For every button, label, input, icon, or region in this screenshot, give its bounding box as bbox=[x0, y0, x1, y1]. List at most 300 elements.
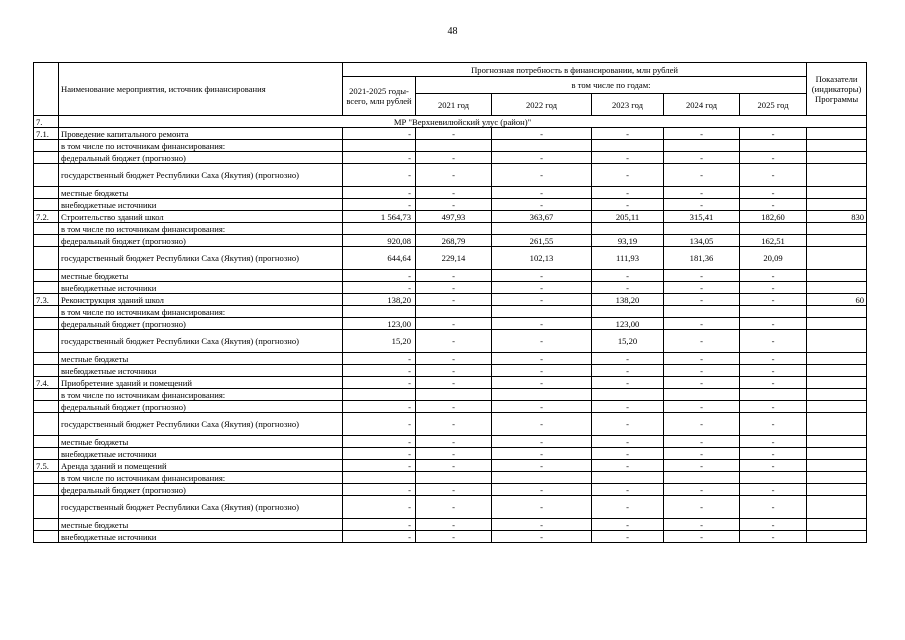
row-name: в том числе по источникам финансирования: bbox=[59, 223, 343, 235]
row-total: - bbox=[343, 377, 416, 389]
row-year-value: - bbox=[592, 282, 664, 294]
table-row bbox=[34, 531, 867, 543]
row-indicator bbox=[807, 223, 867, 235]
row-year-value: - bbox=[416, 164, 492, 187]
row-number bbox=[34, 152, 59, 164]
row-year-value: - bbox=[492, 282, 592, 294]
header-forecast: Прогнозная потребность в финансировании, млн рублей bbox=[343, 63, 807, 77]
row-year-value: - bbox=[664, 282, 740, 294]
row-indicator bbox=[807, 496, 867, 519]
row-year-value: - bbox=[492, 294, 592, 306]
row-year-value: - bbox=[664, 353, 740, 365]
row-year-value: - bbox=[592, 377, 664, 389]
row-year-value: - bbox=[740, 282, 807, 294]
row-number bbox=[34, 531, 59, 543]
row-name: местные бюджеты bbox=[59, 519, 343, 531]
row-year-value: - bbox=[592, 448, 664, 460]
row-number bbox=[34, 484, 59, 496]
row-name: государственный бюджет Республики Саха (Якутия) (прогнозно) bbox=[59, 164, 343, 187]
row-number bbox=[34, 140, 59, 152]
row-name: внебюджетные источники bbox=[59, 199, 343, 211]
row-year-value: - bbox=[664, 519, 740, 531]
row-year-value: - bbox=[592, 401, 664, 413]
row-number: 7.2. bbox=[34, 211, 59, 223]
row-year-value: - bbox=[740, 128, 807, 140]
row-indicator bbox=[807, 436, 867, 448]
table-row bbox=[34, 365, 867, 377]
row-year-value: - bbox=[592, 187, 664, 199]
header-year: 2025 год bbox=[740, 94, 807, 116]
table-row bbox=[34, 519, 867, 531]
section-row bbox=[34, 116, 867, 128]
row-total bbox=[343, 223, 416, 235]
row-year-value: - bbox=[740, 531, 807, 543]
row-year-value: - bbox=[664, 270, 740, 282]
row-number bbox=[34, 235, 59, 247]
row-indicator bbox=[807, 401, 867, 413]
row-year-value: - bbox=[592, 152, 664, 164]
row-year-value: - bbox=[740, 448, 807, 460]
row-year-value: - bbox=[492, 353, 592, 365]
row-year-value: 93,19 bbox=[592, 235, 664, 247]
row-year-value bbox=[592, 140, 664, 152]
row-indicator bbox=[807, 531, 867, 543]
row-year-value: - bbox=[492, 199, 592, 211]
header-total: 2021-2025 годы- всего, млн рублей bbox=[343, 77, 416, 116]
row-total: 138,20 bbox=[343, 294, 416, 306]
row-year-value: - bbox=[592, 484, 664, 496]
row-year-value: - bbox=[740, 401, 807, 413]
row-year-value: - bbox=[416, 294, 492, 306]
row-name: местные бюджеты bbox=[59, 270, 343, 282]
row-name: местные бюджеты bbox=[59, 187, 343, 199]
row-indicator bbox=[807, 247, 867, 270]
row-total: - bbox=[343, 460, 416, 472]
row-total: - bbox=[343, 484, 416, 496]
header-indicators: Показатели (индикаторы) Программы bbox=[807, 63, 867, 116]
table-row bbox=[34, 413, 867, 436]
row-total: - bbox=[343, 164, 416, 187]
row-year-value: - bbox=[664, 436, 740, 448]
row-indicator bbox=[807, 330, 867, 353]
row-year-value: - bbox=[492, 519, 592, 531]
row-year-value: 134,05 bbox=[664, 235, 740, 247]
row-year-value bbox=[664, 223, 740, 235]
row-year-value: 268,79 bbox=[416, 235, 492, 247]
row-year-value bbox=[664, 140, 740, 152]
row-year-value: - bbox=[664, 460, 740, 472]
row-year-value: - bbox=[740, 519, 807, 531]
row-number: 7.1. bbox=[34, 128, 59, 140]
row-year-value: - bbox=[740, 353, 807, 365]
table-row bbox=[34, 353, 867, 365]
row-year-value: - bbox=[416, 496, 492, 519]
row-year-value: - bbox=[664, 199, 740, 211]
row-year-value bbox=[492, 140, 592, 152]
row-indicator bbox=[807, 519, 867, 531]
table-row bbox=[34, 318, 867, 330]
row-year-value bbox=[664, 306, 740, 318]
row-year-value: - bbox=[664, 448, 740, 460]
table-row bbox=[34, 164, 867, 187]
section-title: МР "Верхневилюйский улус (район)" bbox=[59, 116, 867, 128]
row-total: - bbox=[343, 365, 416, 377]
row-year-value: 162,51 bbox=[740, 235, 807, 247]
row-number bbox=[34, 519, 59, 531]
row-year-value: - bbox=[416, 519, 492, 531]
table-row bbox=[34, 389, 867, 401]
row-year-value: - bbox=[592, 436, 664, 448]
row-year-value: - bbox=[740, 294, 807, 306]
table-row bbox=[34, 235, 867, 247]
row-name: внебюджетные источники bbox=[59, 282, 343, 294]
row-year-value: - bbox=[416, 377, 492, 389]
row-year-value: - bbox=[592, 353, 664, 365]
row-year-value: 497,93 bbox=[416, 211, 492, 223]
row-year-value: - bbox=[492, 401, 592, 413]
row-number bbox=[34, 436, 59, 448]
row-year-value: - bbox=[664, 187, 740, 199]
row-year-value: - bbox=[664, 401, 740, 413]
row-indicator bbox=[807, 128, 867, 140]
row-number bbox=[34, 164, 59, 187]
row-indicator bbox=[807, 448, 867, 460]
header-year: 2022 год bbox=[492, 94, 592, 116]
row-number bbox=[34, 247, 59, 270]
row-year-value: - bbox=[740, 164, 807, 187]
table-row bbox=[34, 448, 867, 460]
row-year-value: - bbox=[664, 318, 740, 330]
row-year-value: - bbox=[416, 531, 492, 543]
table-row bbox=[34, 128, 867, 140]
row-indicator bbox=[807, 472, 867, 484]
row-number bbox=[34, 389, 59, 401]
row-year-value bbox=[592, 223, 664, 235]
row-year-value: - bbox=[664, 365, 740, 377]
row-year-value: - bbox=[416, 413, 492, 436]
row-name: местные бюджеты bbox=[59, 436, 343, 448]
row-year-value: - bbox=[592, 413, 664, 436]
row-number bbox=[34, 365, 59, 377]
row-number bbox=[34, 199, 59, 211]
row-year-value: - bbox=[416, 270, 492, 282]
row-year-value bbox=[740, 389, 807, 401]
row-year-value: - bbox=[664, 164, 740, 187]
row-total: - bbox=[343, 270, 416, 282]
table-row bbox=[34, 270, 867, 282]
row-year-value: - bbox=[664, 128, 740, 140]
row-year-value bbox=[664, 472, 740, 484]
row-year-value: - bbox=[664, 496, 740, 519]
table-row bbox=[34, 496, 867, 519]
row-indicator bbox=[807, 199, 867, 211]
row-year-value bbox=[416, 306, 492, 318]
row-year-value bbox=[416, 389, 492, 401]
row-year-value: - bbox=[592, 164, 664, 187]
table-body bbox=[34, 116, 867, 543]
row-year-value bbox=[492, 389, 592, 401]
row-total: - bbox=[343, 128, 416, 140]
table-row bbox=[34, 401, 867, 413]
row-year-value: - bbox=[416, 282, 492, 294]
row-year-value: 102,13 bbox=[492, 247, 592, 270]
row-year-value: - bbox=[492, 164, 592, 187]
row-total: 644,64 bbox=[343, 247, 416, 270]
row-year-value bbox=[740, 140, 807, 152]
row-number bbox=[34, 223, 59, 235]
table-row bbox=[34, 211, 867, 223]
row-year-value: - bbox=[492, 531, 592, 543]
row-indicator: 60 bbox=[807, 294, 867, 306]
row-year-value: 15,20 bbox=[592, 330, 664, 353]
row-number bbox=[34, 472, 59, 484]
row-indicator: 830 bbox=[807, 211, 867, 223]
row-number bbox=[34, 306, 59, 318]
row-name: Аренда зданий и помещений bbox=[59, 460, 343, 472]
row-name: Реконструкция зданий школ bbox=[59, 294, 343, 306]
row-year-value: - bbox=[492, 330, 592, 353]
row-year-value: 182,60 bbox=[740, 211, 807, 223]
table-row bbox=[34, 330, 867, 353]
row-name: федеральный бюджет (прогнозно) bbox=[59, 318, 343, 330]
row-name: в том числе по источникам финансирования: bbox=[59, 306, 343, 318]
row-year-value: - bbox=[416, 318, 492, 330]
row-number bbox=[34, 330, 59, 353]
row-name: государственный бюджет Республики Саха (Якутия) (прогнозно) bbox=[59, 496, 343, 519]
row-indicator bbox=[807, 389, 867, 401]
row-year-value: - bbox=[740, 496, 807, 519]
row-year-value: - bbox=[416, 353, 492, 365]
row-name: государственный бюджет Республики Саха (Якутия) (прогнозно) bbox=[59, 413, 343, 436]
row-indicator bbox=[807, 377, 867, 389]
row-name: федеральный бюджет (прогнозно) bbox=[59, 484, 343, 496]
row-name: в том числе по источникам финансирования: bbox=[59, 389, 343, 401]
row-year-value: - bbox=[492, 448, 592, 460]
row-year-value: - bbox=[492, 152, 592, 164]
row-name: внебюджетные источники bbox=[59, 448, 343, 460]
row-year-value: - bbox=[740, 460, 807, 472]
row-year-value: - bbox=[592, 199, 664, 211]
row-year-value: - bbox=[492, 484, 592, 496]
row-total: - bbox=[343, 413, 416, 436]
row-total: - bbox=[343, 187, 416, 199]
row-total: - bbox=[343, 199, 416, 211]
row-year-value: - bbox=[492, 413, 592, 436]
row-total: - bbox=[343, 353, 416, 365]
row-year-value: - bbox=[492, 128, 592, 140]
row-name: в том числе по источникам финансирования: bbox=[59, 140, 343, 152]
table-row bbox=[34, 187, 867, 199]
row-year-value: - bbox=[664, 330, 740, 353]
row-indicator bbox=[807, 353, 867, 365]
table-row bbox=[34, 152, 867, 164]
row-year-value: - bbox=[592, 496, 664, 519]
row-year-value: - bbox=[664, 484, 740, 496]
row-year-value: - bbox=[416, 365, 492, 377]
row-year-value bbox=[492, 223, 592, 235]
row-year-value bbox=[592, 306, 664, 318]
table-row bbox=[34, 484, 867, 496]
row-number bbox=[34, 353, 59, 365]
row-year-value: - bbox=[416, 187, 492, 199]
header-year: 2023 год bbox=[592, 94, 664, 116]
row-name: Проведение капитального ремонта bbox=[59, 128, 343, 140]
row-year-value: - bbox=[592, 460, 664, 472]
table-row bbox=[34, 199, 867, 211]
row-year-value bbox=[740, 306, 807, 318]
row-total: - bbox=[343, 401, 416, 413]
page-number: 48 bbox=[447, 26, 458, 37]
row-year-value: - bbox=[492, 496, 592, 519]
row-total: - bbox=[343, 436, 416, 448]
row-indicator bbox=[807, 270, 867, 282]
row-year-value: - bbox=[492, 436, 592, 448]
row-name: в том числе по источникам финансирования: bbox=[59, 472, 343, 484]
table-row bbox=[34, 377, 867, 389]
row-year-value: - bbox=[740, 436, 807, 448]
row-indicator bbox=[807, 140, 867, 152]
header-name-column: Наименование мероприятия, источник финансирования bbox=[59, 63, 343, 116]
row-year-value: - bbox=[592, 531, 664, 543]
row-year-value: - bbox=[416, 128, 492, 140]
row-year-value: - bbox=[492, 460, 592, 472]
row-year-value: 229,14 bbox=[416, 247, 492, 270]
row-indicator bbox=[807, 460, 867, 472]
row-name: федеральный бюджет (прогнозно) bbox=[59, 235, 343, 247]
row-year-value: - bbox=[664, 531, 740, 543]
row-year-value: - bbox=[492, 270, 592, 282]
row-year-value bbox=[592, 472, 664, 484]
row-number bbox=[34, 318, 59, 330]
row-number: 7.3. bbox=[34, 294, 59, 306]
row-year-value: 111,93 bbox=[592, 247, 664, 270]
row-year-value: 205,11 bbox=[592, 211, 664, 223]
row-year-value bbox=[492, 472, 592, 484]
row-indicator bbox=[807, 484, 867, 496]
row-year-value: - bbox=[416, 460, 492, 472]
row-indicator bbox=[807, 152, 867, 164]
row-number bbox=[34, 270, 59, 282]
row-indicator bbox=[807, 187, 867, 199]
row-year-value: 181,36 bbox=[664, 247, 740, 270]
row-year-value: - bbox=[740, 318, 807, 330]
row-total: 123,00 bbox=[343, 318, 416, 330]
row-name: государственный бюджет Республики Саха (Якутия) (прогнозно) bbox=[59, 330, 343, 353]
row-year-value: - bbox=[740, 377, 807, 389]
row-name: внебюджетные источники bbox=[59, 365, 343, 377]
row-name: Приобретение зданий и помещений bbox=[59, 377, 343, 389]
row-year-value: - bbox=[664, 294, 740, 306]
section-number: 7. bbox=[34, 116, 59, 128]
table-row bbox=[34, 472, 867, 484]
row-total: - bbox=[343, 282, 416, 294]
row-year-value: 138,20 bbox=[592, 294, 664, 306]
row-number: 7.4. bbox=[34, 377, 59, 389]
row-year-value: - bbox=[664, 377, 740, 389]
row-name: федеральный бюджет (прогнозно) bbox=[59, 401, 343, 413]
table-row bbox=[34, 140, 867, 152]
row-year-value: - bbox=[664, 413, 740, 436]
row-indicator bbox=[807, 282, 867, 294]
row-name: Строительство зданий школ bbox=[59, 211, 343, 223]
row-total: - bbox=[343, 531, 416, 543]
row-name: государственный бюджет Республики Саха (Якутия) (прогнозно) bbox=[59, 247, 343, 270]
financing-table bbox=[33, 62, 867, 543]
row-year-value: - bbox=[416, 330, 492, 353]
row-year-value: 363,67 bbox=[492, 211, 592, 223]
row-total: 920,08 bbox=[343, 235, 416, 247]
row-year-value: 261,55 bbox=[492, 235, 592, 247]
table-row bbox=[34, 436, 867, 448]
row-number bbox=[34, 401, 59, 413]
row-indicator bbox=[807, 306, 867, 318]
row-year-value bbox=[592, 389, 664, 401]
row-total: - bbox=[343, 496, 416, 519]
table-header bbox=[34, 63, 867, 116]
row-year-value: - bbox=[740, 199, 807, 211]
row-year-value: - bbox=[492, 377, 592, 389]
header-year: 2024 год bbox=[664, 94, 740, 116]
row-year-value: 20,09 bbox=[740, 247, 807, 270]
row-year-value: - bbox=[740, 484, 807, 496]
row-year-value bbox=[416, 472, 492, 484]
table-row bbox=[34, 294, 867, 306]
row-year-value: - bbox=[740, 187, 807, 199]
row-year-value bbox=[740, 223, 807, 235]
row-total: - bbox=[343, 448, 416, 460]
row-total bbox=[343, 140, 416, 152]
row-number bbox=[34, 496, 59, 519]
header-by-years: в том числе по годам: bbox=[416, 77, 807, 94]
row-year-value bbox=[416, 140, 492, 152]
row-year-value: - bbox=[740, 330, 807, 353]
row-indicator bbox=[807, 413, 867, 436]
row-name: федеральный бюджет (прогнозно) bbox=[59, 152, 343, 164]
row-total bbox=[343, 306, 416, 318]
table-row bbox=[34, 247, 867, 270]
row-year-value bbox=[492, 306, 592, 318]
row-total bbox=[343, 472, 416, 484]
row-year-value: - bbox=[592, 519, 664, 531]
row-year-value: - bbox=[492, 365, 592, 377]
row-year-value bbox=[416, 223, 492, 235]
row-number: 7.5. bbox=[34, 460, 59, 472]
row-year-value: - bbox=[492, 318, 592, 330]
row-number bbox=[34, 413, 59, 436]
row-year-value: - bbox=[416, 401, 492, 413]
row-year-value: - bbox=[416, 152, 492, 164]
row-indicator bbox=[807, 365, 867, 377]
row-year-value: - bbox=[592, 270, 664, 282]
row-name: внебюджетные источники bbox=[59, 531, 343, 543]
row-indicator bbox=[807, 318, 867, 330]
row-number bbox=[34, 448, 59, 460]
row-year-value: - bbox=[416, 199, 492, 211]
row-total: 15,20 bbox=[343, 330, 416, 353]
table-row bbox=[34, 460, 867, 472]
row-total: - bbox=[343, 519, 416, 531]
table-row bbox=[34, 282, 867, 294]
row-year-value: - bbox=[416, 484, 492, 496]
row-year-value: - bbox=[416, 436, 492, 448]
row-year-value: - bbox=[740, 365, 807, 377]
row-indicator bbox=[807, 235, 867, 247]
row-indicator bbox=[807, 164, 867, 187]
row-year-value: - bbox=[492, 187, 592, 199]
row-year-value: 315,41 bbox=[664, 211, 740, 223]
row-total: - bbox=[343, 152, 416, 164]
row-number bbox=[34, 282, 59, 294]
